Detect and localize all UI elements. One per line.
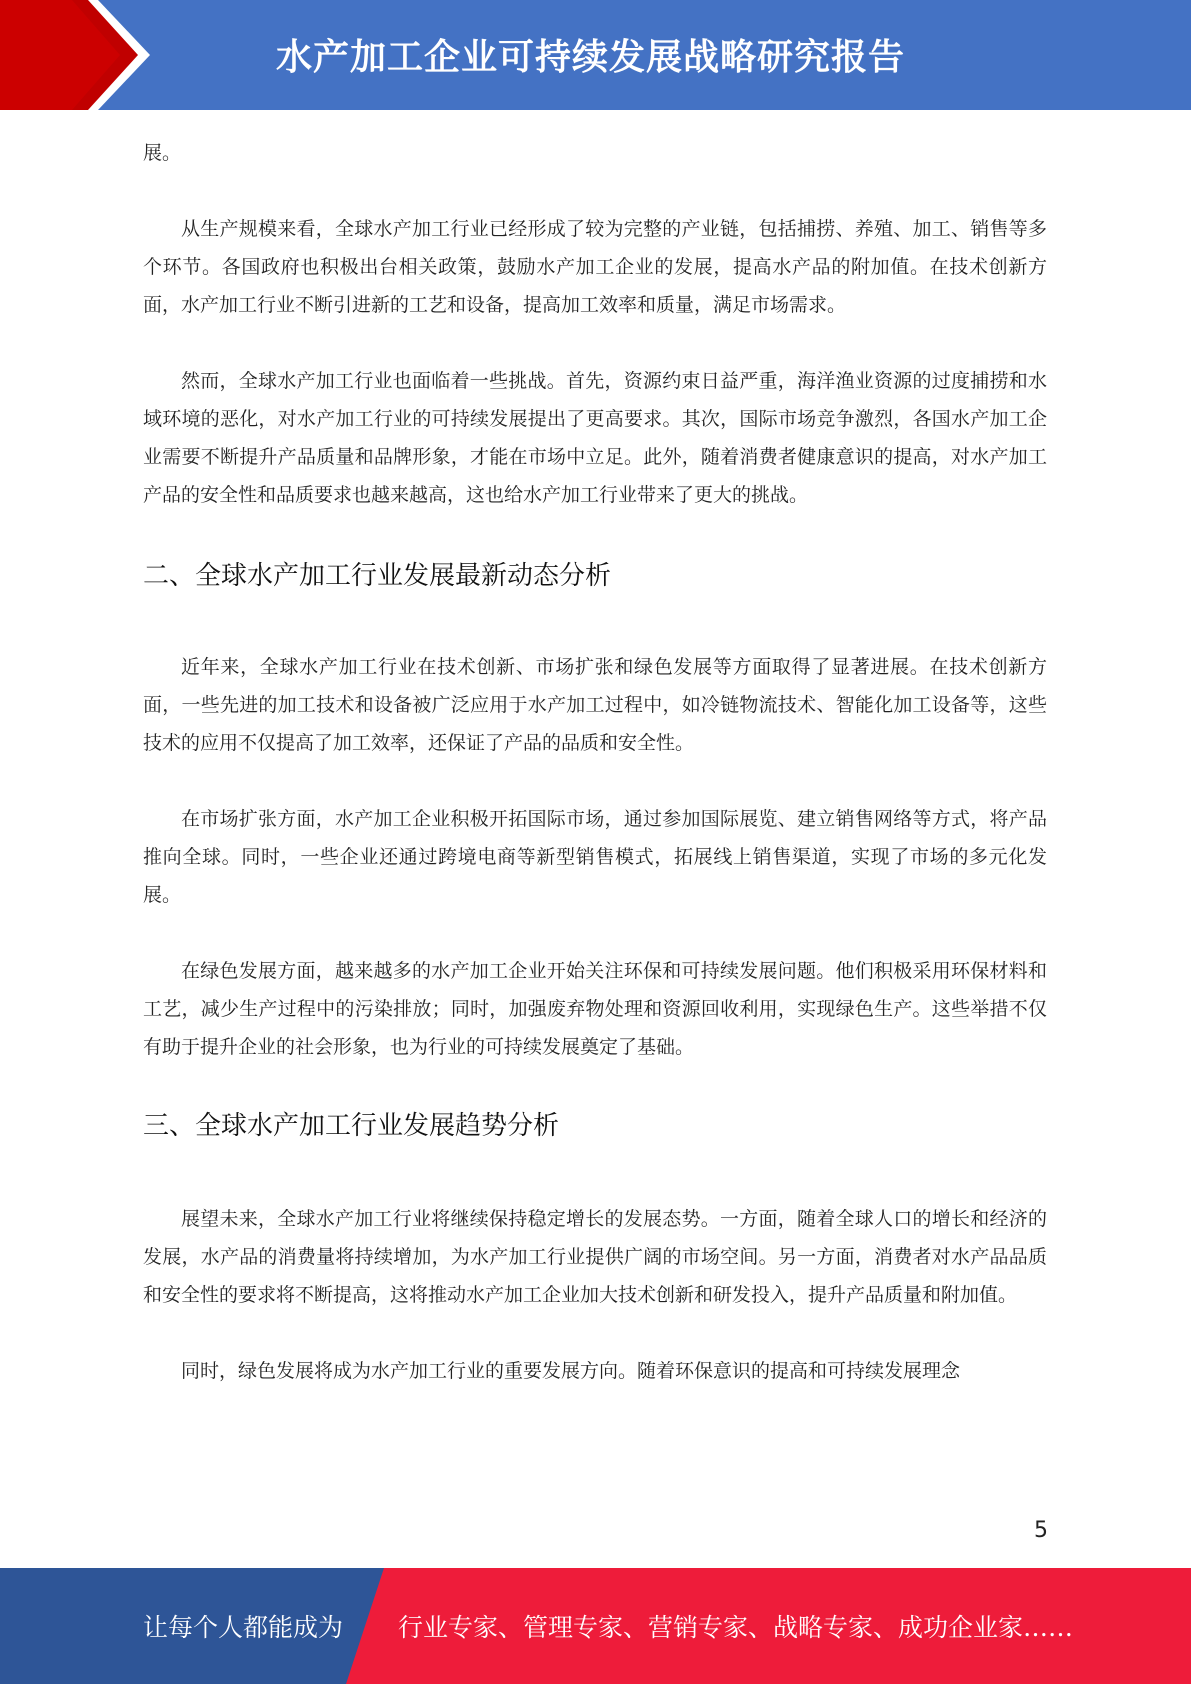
page-footer	[0, 1568, 1191, 1684]
page-header	[0, 0, 1191, 110]
section-heading: 二、全球水产加工行业发展最新动态分析	[143, 561, 612, 591]
document-body	[143, 134, 1047, 1390]
footer-slogan-left: 让每个人都能成为	[143, 1613, 344, 1642]
paragraph: 从生产规模来看，全球水产加工行业已经形成了较为完整的产业链，包括捕捞、养殖、加工、销售等多个环节。各国政府也积极出台相关政策，鼓励水产加工企业的发展，提高水产品的附加值。在技术创新方面，水产加工行业不断引进新的工艺和设备，提高加工效率和质量，满足市场需求。	[143, 218, 1047, 316]
report-title: 水产加工企业可持续发展战略研究报告	[275, 36, 905, 78]
paragraph-continued: 展。	[143, 142, 182, 164]
footer-slogan-right: 行业专家、管理专家、营销专家、战略专家、成功企业家……	[398, 1613, 1074, 1642]
paragraph: 近年来，全球水产加工行业在技术创新、市场扩张和绿色发展等方面取得了显著进展。在技术创新方面，一些先进的加工技术和设备被广泛应用于水产加工过程中，如冷链物流技术、智能化加工设备等，这些技术的应用不仅提高了加工效率，还保证了产品的品质和安全性。	[143, 656, 1047, 754]
section-heading: 三、全球水产加工行业发展趋势分析	[143, 1111, 560, 1141]
paragraph: 同时，绿色发展将成为水产加工行业的重要发展方向。随着环保意识的提高和可持续发展理念	[181, 1360, 961, 1382]
page-number: 5	[1034, 1518, 1048, 1543]
paragraph: 然而，全球水产加工行业也面临着一些挑战。首先，资源约束日益严重，海洋渔业资源的过度捕捞和水域环境的恶化，对水产加工行业的可持续发展提出了更高要求。其次，国际市场竞争激烈，各国水产加工企业需要不断提升产品质量和品牌形象，才能在市场中立足。此外，随着消费者健康意识的提高，对水产加工产品的安全性和品质要求也越来越高，这也给水产加工行业带来了更大的挑战。	[143, 370, 1047, 506]
paragraph: 在绿色发展方面，越来越多的水产加工企业开始关注环保和可持续发展问题。他们积极采用环保材料和工艺，减少生产过程中的污染排放；同时，加强废弃物处理和资源回收利用，实现绿色生产。这些举措不仅有助于提升企业的社会形象，也为行业的可持续发展奠定了基础。	[143, 960, 1047, 1058]
paragraph: 在市场扩张方面，水产加工企业积极开拓国际市场，通过参加国际展览、建立销售网络等方式，将产品推向全球。同时，一些企业还通过跨境电商等新型销售模式，拓展线上销售渠道，实现了市场的多元化发展。	[143, 808, 1047, 906]
paragraph: 展望未来，全球水产加工行业将继续保持稳定增长的发展态势。一方面，随着全球人口的增长和经济的发展，水产品的消费量将持续增加，为水产加工行业提供广阔的市场空间。另一方面，消费者对水产品品质和安全性的要求将不断提高，这将推动水产加工企业加大技术创新和研发投入，提升产品质量和附加值。	[143, 1208, 1047, 1306]
